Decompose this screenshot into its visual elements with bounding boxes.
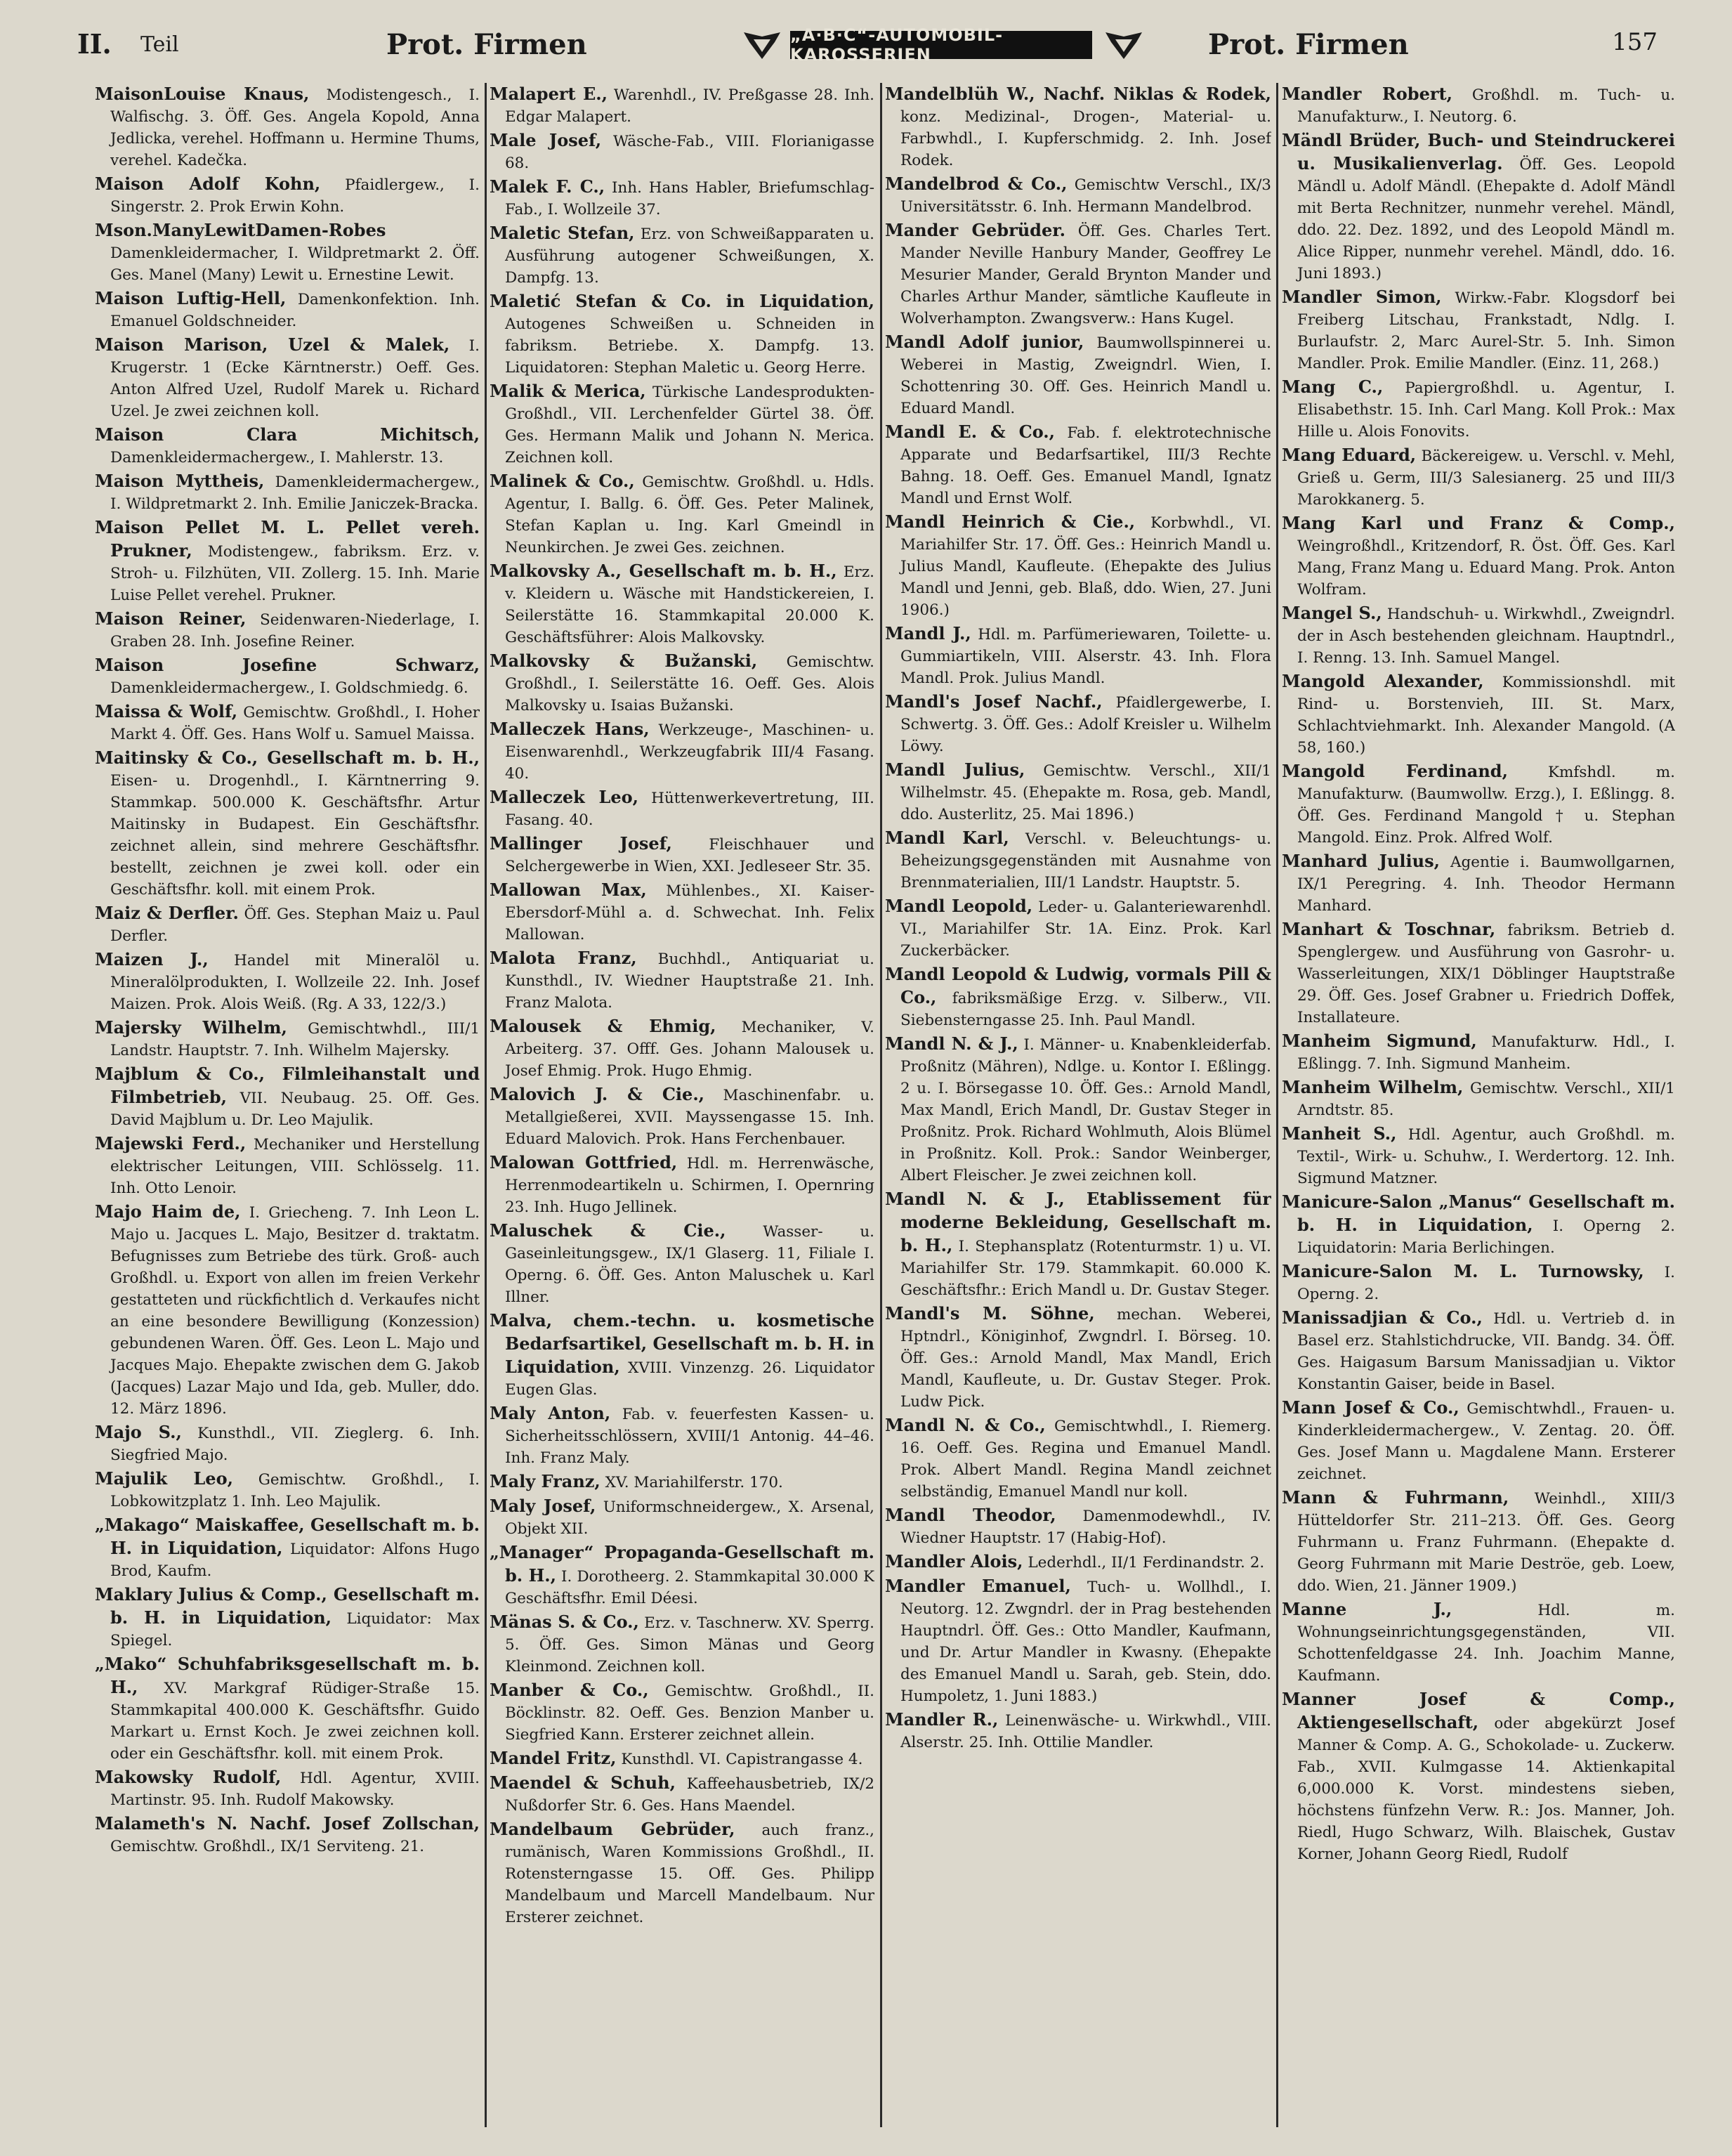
firm-details: Damenkleidermachergew., I. Mahlerstr. 13.: [110, 449, 444, 466]
firm-name: Malik & Merica,: [490, 381, 646, 401]
firm-details: Gemischtw. Großhdl., I. Lobkowitzplatz 1. Inh. Leo Majulik.: [110, 1471, 480, 1510]
firm-name: Maklary Julius & Comp., Gesellschaft m. b. H. in Liquidation,: [95, 1584, 480, 1628]
firm-name: Maly Josef,: [490, 1496, 596, 1516]
firm-details: Uniformschneidergew., X. Arsenal, Objekt XII.: [505, 1498, 874, 1538]
directory-entry: [95, 700, 480, 745]
directory-entry: [95, 219, 480, 286]
firm-details: Kaffeehausbetrieb, IX/2 Nußdorfer Str. 6. Ges. Hans Maendel.: [505, 1775, 874, 1815]
firm-details: mechan. Weberei, Hptndrl., Königinhof, Zwgndrl. I. Börseg. 10. Öff. Ges.: Arnold Mandl, Max Mandl, Erich Mandl, Kaufleute, u. Dr. Gustav Steger. Prok. Ludw Pick.: [900, 1306, 1271, 1411]
firm-details: I. Dorotheerg. 2. Stammkapital 30.000 K Geschäftsfhr. Emil Déesi.: [505, 1568, 874, 1607]
firm-name: Majewski Ferd.,: [95, 1133, 247, 1154]
directory-entry: [1282, 286, 1675, 374]
firm-name: Malovich J. & Cie.,: [490, 1084, 705, 1104]
firm-details: Autogenes Schweißen u. Schneiden in fabriksm. Betriebe. X. Dampfg. 13. Liquidatoren: Stephan Maletic u. Georg Herre.: [505, 315, 874, 377]
firm-details: I. Krugerstr. 1 (Ecke Kärntnerstr.) Oeff. Ges. Anton Alfred Uzel, Rudolf Marek u. Richard Uzel. Je zwei zeichnen koll.: [110, 337, 480, 420]
firm-name: Maizen J.,: [95, 949, 209, 969]
directory-entry: [885, 759, 1271, 825]
firm-name: „Mako“ Schuhfabriksgesellschaft m. b. H.,: [95, 1654, 480, 1697]
directory-entry: [885, 331, 1271, 419]
firm-name: Mandl N. & Co.,: [885, 1415, 1046, 1435]
directory-entry: [490, 1679, 874, 1746]
firm-details: Modistengew., fabriksm. Erz. v. Stroh- u. Filzhüten, VII. Zollerg. 15. Inh. Marie Luise Pellet verehel. Prukner.: [110, 543, 480, 604]
directory-entry: [885, 827, 1271, 894]
directory-entry: [1282, 1260, 1675, 1305]
firm-details: Mechaniker und Herstellung elektrischer Leitungen, VIII. Schlösselg. 11. Inh. Otto Lenoir.: [110, 1136, 480, 1197]
firm-details: Kmfshdl. m. Manufakturw. (Baumwollw. Erzg.), I. Eßlingg. 8. Öff. Ges. Ferdinand Mangold † u. Stephan Mangold. Einz. Prok. Alfred Wolf.: [1297, 764, 1675, 847]
directory-entry: [95, 1201, 480, 1420]
directory-entry: [490, 1495, 874, 1540]
firm-details: Damenkonfektion. Inh. Emanuel Goldschneider.: [110, 291, 480, 330]
directory-entry: [1282, 1598, 1675, 1687]
firm-details: Wäsche-Fab., VIII. Florianigasse 68.: [505, 133, 874, 172]
directory-entry: [490, 650, 874, 717]
directory-columns: [95, 83, 1675, 2127]
firm-name: Mang Karl und Franz & Comp.,: [1282, 513, 1675, 533]
directory-entry: [95, 654, 480, 699]
firm-name: Manne J.,: [1282, 1599, 1452, 1619]
directory-entry: [490, 1611, 874, 1678]
firm-details: I. Operng. 2.: [1297, 1264, 1675, 1303]
directory-entry: [490, 786, 874, 831]
firm-name: Mson.ManyLewitDamen-Robes: [95, 220, 386, 240]
firm-details: Gemischtwhdl., Frauen- u. Kinderkleidermachergew., V. Zentag. 20. Öff. Ges. Josef Mann u. Magdalene Mann. Ersterer zeichnet.: [1297, 1400, 1675, 1483]
firm-details: Kunsthdl. VI. Capistrangasse 4.: [621, 1751, 863, 1768]
directory-entry: [95, 83, 480, 171]
directory-entry: [885, 1033, 1271, 1187]
directory-entry: [490, 1220, 874, 1308]
directory-entry: [885, 691, 1271, 757]
directory-entry: [490, 560, 874, 648]
firm-name: Manicure-Salon „Manus“ Gesellschaft m. b. H. in Liquidation,: [1282, 1191, 1675, 1235]
firm-name: Mann & Fuhrmann,: [1282, 1487, 1509, 1508]
directory-entry: [1282, 1397, 1675, 1485]
directory-entry: [95, 1583, 480, 1652]
firm-details: Öff. Ges. Stephan Maiz u. Paul Derfler.: [110, 906, 480, 945]
firm-details: Korbwhdl., VI. Mariahilfer Str. 17. Öff. Ges.: Heinrich Mandl u. Julius Mandl, Kaufleute. (Ehepakte des Julius Mandl und Jenni, geb. Blaß, ddo. Wien, 27. Juni 1906.): [900, 514, 1271, 619]
column-2: [490, 83, 874, 2127]
section-title-left: Prot. Firmen: [386, 28, 587, 61]
firm-details: Hüttenwerkevertretung, III. Fasang. 40.: [505, 790, 874, 829]
firm-details: konz. Medizinal-, Drogen-, Material- u. Farbwhdl., I. Kupferschmidg. 2. Inh. Josef Rodek.: [900, 108, 1271, 169]
firm-details: Mechaniker, V. Arbeiterg. 37. Offf. Ges. Johann Malousek u. Josef Ehmig. Prok. Hugo Ehmig.: [505, 1019, 874, 1080]
firm-details: Fab. f. elektrotechnische Apparate und Bedarfsartikel, III/3 Rechte Bahng. 18. Oeff. Ges. Emanuel Mandl, Ignatz Mandl und Ernst Wolf.: [900, 424, 1271, 507]
firm-name: Malousek & Ehmig,: [490, 1016, 716, 1036]
directory-entry: [95, 1812, 480, 1857]
page-header: [77, 21, 1665, 70]
directory-entry: [490, 1309, 874, 1401]
section-title-right: Prot. Firmen: [1208, 28, 1409, 61]
firm-details: Kommissionshdl. mit Rind- u. Borstenvieh, III. St. Marx, Schlachtviehmarkt. Inh. Alexander Mangold. (A 58, 160.): [1297, 674, 1675, 757]
directory-entry: [490, 290, 874, 379]
firm-name: Mangold Ferdinand,: [1282, 761, 1508, 781]
directory-entry: [95, 1468, 480, 1513]
firm-details: I. Stephansplatz (Rotenturmstr. 1) u. VI. Mariahilfer Str. 179. Stammkapit. 60.000 K. Geschäftsfhr.: Erich Mandl u. Dr. Gustav Steger.: [900, 1238, 1271, 1299]
directory-entry: [490, 1151, 874, 1218]
firm-details: Agentie i. Baumwollgarnen, IX/1 Peregring. 4. Inh. Theodor Hermann Manhard.: [1297, 854, 1675, 915]
firm-name: Malowan Gottfried,: [490, 1152, 678, 1172]
directory-entry: [885, 1504, 1271, 1549]
firm-details: Gemischtw. Großhdl., IX/1 Serviteng. 21.: [110, 1838, 425, 1855]
directory-entry: [885, 421, 1271, 509]
firm-name: Mandel Fritz,: [490, 1748, 617, 1768]
firm-details: Hdl. m. Herrenwäsche, Herrenmodeartikeln u. Schirmen, I. Opernring 23. Inh. Hugo Jellinek.: [505, 1155, 874, 1216]
directory-entry: [1282, 1191, 1675, 1259]
firm-details: fabriksmäßige Erzg. v. Silberw., VII. Siebensterngasse 25. Inh. Paul Mandl.: [900, 990, 1271, 1029]
firm-name: Malek F. C.,: [490, 176, 605, 197]
firm-name: Mandl N. & J.,: [885, 1033, 1018, 1054]
firm-name: Mangel S.,: [1282, 603, 1382, 623]
firm-name: Mandl Heinrich & Cie.,: [885, 511, 1136, 532]
firm-details: Hdl. Agentur, auch Großhdl. m. Textil-, Wirk- u. Schuhw., I. Werdertorg. 12. Inh. Sigmund Matzner.: [1297, 1126, 1675, 1187]
firm-name: Maison Adolf Kohn,: [95, 174, 321, 194]
directory-entry: [885, 219, 1271, 329]
directory-entry: [490, 470, 874, 558]
firm-details: Gemischtwhdl., III/1 Landstr. Hauptstr. 7. Inh. Wilhelm Majersky.: [110, 1020, 480, 1059]
firm-details: Gemischtw. Verschl., XII/1 Wilhelmstr. 45. (Ehepakte m. Rosa, geb. Mandl, ddo. Austerlitz, 25. Mai 1896.): [900, 762, 1271, 823]
directory-entry: [490, 1402, 874, 1469]
directory-entry: [490, 1818, 874, 1928]
directory-entry: [490, 1015, 874, 1082]
firm-name: Mändl Brüder, Buch- und Steindruckerei u. Musikalienverlag.: [1282, 130, 1675, 174]
firm-name: Majblum & Co., Filmleihanstalt und Filmbetrieb,: [95, 1064, 480, 1107]
firm-name: Manissadjian & Co.,: [1282, 1307, 1483, 1328]
firm-name: Mandl E. & Co.,: [885, 422, 1055, 442]
firm-name: Maendel & Schuh,: [490, 1772, 676, 1793]
firm-details: Leinenwäsche- u. Wirkwhdl., VIII. Alserstr. 25. Inh. Ottilie Mandler.: [900, 1712, 1271, 1751]
firm-name: Malva, chem.-techn. u. kosmetische Bedarfsartikel, Gesellschaft m. b. H. in Liquidation,: [490, 1310, 874, 1377]
directory-entry: [490, 380, 874, 469]
directory-entry: [490, 1083, 874, 1150]
directory-entry: [1282, 1688, 1675, 1865]
directory-entry: [490, 718, 874, 785]
firm-details: I. Griecheng. 7. Inh Leon L. Majo u. Jacques L. Majo, Besitzer d. traktatm. Befugnisses zum Betriebe des türk. Groß- auch Großhdl. u. Export von allen im freien Verkehr gestatteten und rückfichtlich d. Verkaufes nicht an eine besondere Bewilligung (Konzession) gebundenen Waren. Öff. Ges. Leon L. Majo und Jacques Majo. Ehepakte zwischen dem G. Jakob (Jacques) Lazar Majo und Ida, geb. Muller, ddo. 12. März 1896.: [110, 1204, 480, 1418]
firm-details: oder abgekürzt Josef Manner & Comp. A. G., Schokolade- u. Zuckerw. Fab., XVII. Kulmgasse 14. Aktienkapital 6,000.000 K. Vorst. mindestens sieben, höchstens fünfzehn Verw. R.: Jos. Manner, Joh. Riedl, Hugo Schwarz, Wilh. Blaischek, Gustav Korner, Johann Georg Riedl, Rudolf: [1297, 1715, 1675, 1863]
firm-name: Mann Josef & Co.,: [1282, 1397, 1459, 1418]
firm-name: Mandl N. & J., Etablissement für moderne Bekleidung, Gesellschaft m. b. H.,: [885, 1189, 1271, 1255]
directory-entry: [490, 176, 874, 221]
firm-name: Mandl Karl,: [885, 828, 1009, 848]
firm-name: Malleczek Leo,: [490, 787, 638, 807]
firm-name: Makowsky Rudolf,: [95, 1767, 282, 1787]
firm-details: Damenmodewhdl., IV. Wiedner Hauptstr. 17 (Habig-Hof).: [900, 1508, 1271, 1547]
firm-name: Mandelbrod & Co.,: [885, 174, 1068, 194]
directory-entry: [1282, 83, 1675, 128]
firm-details: XVIII. Vinzenzg. 26. Liquidator Eugen Glas.: [505, 1359, 874, 1399]
firm-name: Majulik Leo,: [95, 1468, 233, 1489]
directory-entry: [885, 1575, 1271, 1707]
firm-details: Verschl. v. Beleuchtungs- u. Beheizungsgegenständen mit Ausnahme von Brennmaterialien, III/1 Landstr. Hauptstr. 5.: [900, 830, 1271, 891]
firm-name: Maly Franz,: [490, 1471, 601, 1491]
directory-entry: [490, 1747, 874, 1770]
column-3: [885, 83, 1271, 2127]
directory-entry: [1282, 670, 1675, 759]
firm-details: Öff. Ges. Leopold Mändl u. Adolf Mändl. (Ehepakte d. Adolf Mändl mit Berta Rechnitzer, nunmehr verehel. Mändl, ddo. 22. Dez. 1892, und des Leopold Mändl m. Alice Ripper, nunmehr verehel. Mändl, ddo. 16. Juni 1893.): [1297, 156, 1675, 282]
firm-name: Mander Gebrüder.: [885, 220, 1066, 240]
firm-details: I. Männer- u. Knabenkleiderfab. Proßnitz (Mähren), Ndlge. u. Kontor I. Eßlingg. 2 u. I. Börsegasse 10. Öff. Ges.: Arnold Mandl, Max Mandl, Erich Mandl, Dr. Gustav Steger in Proßnitz. Prok. Richard Wohlmuth, Alois Blümel in Proßnitz. Koll. Prok.: Sandor Weinberger, Albert Fleischer. Je zwei zeichnen koll.: [900, 1036, 1271, 1184]
firm-details: fabriksm. Betrieb d. Spenglergew. und Ausführung von Gasrohr- u. Wasserleitungen, XIX/1 Döblinger Hauptstraße 29. Öff. Ges. Josef Grabner u. Friedrich Doffek, Installateure.: [1297, 922, 1675, 1026]
firm-details: Erz. v. Kleidern u. Wäsche mit Handstickereien, I. Seilerstätte 16. Stammkapital 20.000 K. Geschäftsführer: Alois Malkovsky.: [505, 563, 874, 646]
column-1: [95, 83, 480, 2127]
directory-entry: [95, 1132, 480, 1199]
firm-name: Mänas S. & Co.,: [490, 1612, 639, 1632]
firm-details: Erz. v. Taschnerw. XV. Sperrg. 5. Öff. Ges. Simon Mänas und Georg Kleinmond. Zeichnen koll.: [505, 1614, 874, 1675]
directory-entry: [95, 1653, 480, 1765]
firm-name: Malapert E.,: [490, 84, 608, 104]
firm-name: Manner Josef & Comp., Aktiengesellschaft,: [1282, 1689, 1675, 1732]
firm-name: Malkovsky & Bužanski,: [490, 651, 758, 671]
firm-details: Lederhdl., II/1 Ferdinandstr. 2.: [1028, 1554, 1265, 1572]
firm-details: Gemischtw Verschl., IX/3 Universitätsstr. 6. Inh. Hermann Mandelbrod.: [900, 176, 1271, 216]
directory-entry: [1282, 1487, 1675, 1597]
firm-details: Leder- u. Galanteriewarenhdl. VI., Mariahilfer Str. 1A. Einz. Prok. Karl Zuckerbäcker.: [900, 899, 1271, 960]
directory-entry: [1282, 1076, 1675, 1121]
firm-details: Öff. Ges. Charles Tert. Mander Neville Hanbury Mander, Geoffrey Le Mesurier Mander, Gerald Brynton Mander und Charles Arthur Mander, sämtliche Kaufleute in Wolverhampton. Zwangsverw.: Hans Kugel.: [900, 223, 1271, 327]
firm-details: Maschinenfabr. u. Metallgießerei, XVII. Mayssengasse 15. Inh. Eduard Malovich. Prok. Hans Ferchenbauer.: [505, 1087, 874, 1148]
firm-name: Male Josef,: [490, 130, 602, 150]
directory-entry: [490, 1541, 874, 1609]
directory-entry: [490, 947, 874, 1014]
firm-name: Maitinsky & Co., Gesellschaft m. b. H.,: [95, 747, 480, 768]
directory-entry: [490, 83, 874, 128]
directory-entry: [885, 1709, 1271, 1753]
firm-name: Mandler Emanuel,: [885, 1576, 1071, 1596]
firm-name: Majersky Wilhelm,: [95, 1017, 287, 1038]
firm-details: Türkische Landesprodukten-Großhdl., VII. Lerchenfelder Gürtel 38. Öff. Ges. Hermann Malik und Johann N. Merica. Zeichnen koll.: [505, 384, 874, 466]
directory-entry: [95, 1063, 480, 1131]
firm-details: Baumwollspinnerei u. Weberei in Mastig, Zweigndrl. Wien, I. Schottenring 30. Off. Ges. Heinrich Mandl u. Eduard Mandl.: [900, 334, 1271, 417]
column-4: [1282, 83, 1675, 2127]
directory-entry: [1282, 918, 1675, 1028]
firm-details: Liquidator: Max Spiegel.: [110, 1610, 480, 1649]
directory-entry: [95, 516, 480, 606]
firm-name: Malameth's N. Nachf. Josef Zollschan,: [95, 1813, 480, 1834]
firm-name: Majo S.,: [95, 1422, 182, 1442]
directory-entry: [490, 879, 874, 946]
firm-name: Mang C.,: [1282, 377, 1384, 397]
directory-entry: [95, 1766, 480, 1811]
directory-entry: [490, 832, 874, 877]
firm-name: Mandler R.,: [885, 1709, 999, 1730]
directory-entry: [1282, 444, 1675, 511]
directory-entry: [1282, 129, 1675, 285]
firm-details: I. Operng 2. Liquidatorin: Maria Berlichingen.: [1297, 1217, 1675, 1257]
directory-entry: [885, 895, 1271, 962]
firm-details: Damenkleidermachergew., I. Goldschmiedg. 6.: [110, 679, 468, 697]
firm-details: Damenkleidermachergew., I. Wildpretmarkt 2. Inh. Emilie Janiczek-Bracka.: [110, 473, 480, 513]
firm-details: Gemischtwhdl., I. Riemerg. 16. Oeff. Ges. Regina und Emanuel Mandl. Prok. Albert Mandl. Regina Mandl zeichnet selbständig, Emanuel Mandl nur koll.: [900, 1418, 1271, 1501]
firm-name: Maison Marison, Uzel & Malek,: [95, 334, 450, 355]
directory-entry: [885, 1414, 1271, 1503]
firm-name: Mangold Alexander,: [1282, 671, 1484, 691]
firm-name: „Manager“ Propaganda-Gesellschaft m. b. H.,: [490, 1542, 874, 1586]
firm-details: Bäckereigew. u. Verschl. v. Mehl, Grieß u. Germ, III/3 Salesianerg. 25 und III/3 Marokkanerg. 5.: [1297, 447, 1675, 509]
firm-details: Manufakturw. Hdl., I. Eßlingg. 7. Inh. Sigmund Manheim.: [1297, 1033, 1675, 1073]
firm-name: Manheit S.,: [1282, 1123, 1397, 1144]
firm-details: Modistengesch., I. Walfischg. 3. Öff. Ges. Angela Kopold, Anna Jedlicka, verehel. Hoffmann u. Hermine Thums, verehel. Kadečka.: [110, 86, 480, 169]
directory-entry: [95, 608, 480, 653]
firm-name: Malleczek Hans,: [490, 719, 650, 739]
directory-entry: [490, 1470, 874, 1494]
directory-entry: [1282, 512, 1675, 601]
page-number: 157: [1612, 28, 1658, 56]
banner-text: „A·B·C“-AUTOMOBIL-KAROSSERIEN: [790, 31, 1092, 59]
firm-name: Manhart & Toschnar,: [1282, 919, 1496, 939]
firm-name: Mandler Simon,: [1282, 287, 1442, 307]
firm-details: Liquidator: Alfons Hugo Brod, Kaufm.: [110, 1541, 480, 1580]
firm-details: Weinhdl., XIII/3 Hütteldorfer Str. 211–213. Öff. Ges. Georg Fuhrmann u. Franz Fuhrmann. (Ehepakte d. Georg Fuhrmann mit Marie Deströe, geb. Loew, ddo. Wien, 21. Jänner 1909.): [1297, 1490, 1675, 1595]
directory-entry: [885, 1550, 1271, 1574]
firm-details: Hdl. m. Parfümeriewaren, Toilette- u. Gummiartikeln, VIII. Alserstr. 43. Inh. Flora Mandl. Prok. Julius Mandl.: [900, 626, 1271, 687]
firm-details: Warenhdl., IV. Preßgasse 28. Inh. Edgar Malapert.: [505, 86, 874, 126]
directory-entry: [95, 287, 480, 332]
firm-details: Wirkw.-Fabr. Klogsdorf bei Freiberg Litschau, Frankstadt, Ndlg. I. Burlaufstr. 2, Marc Aurel-Str. 5. Inh. Simon Mandler. Prok. Emilie Mandler. (Einz. 11, 268.): [1297, 289, 1675, 372]
firm-details: Hdl. m. Wohnungseinrichtungsgegenständen, VII. Schottenfeldgasse 24. Inh. Joachim Manne, Kaufmann.: [1297, 1602, 1675, 1685]
firm-name: Maison Myttheis,: [95, 471, 265, 491]
directory-entry: [1282, 1307, 1675, 1395]
directory-entry: [885, 963, 1271, 1031]
firm-details: Damenkleidermacher, I. Wildpretmarkt 2. Öff. Ges. Manel (Many) Lewit u. Ernestine Lewit.: [110, 244, 480, 284]
directory-entry: [95, 948, 480, 1015]
directory-entry: [885, 1188, 1271, 1301]
directory-entry: [490, 129, 874, 174]
directory-entry: [95, 470, 480, 515]
firm-details: Weingroßhdl., Kritzendorf, R. Öst. Öff. Ges. Karl Mang, Franz Mang u. Eduard Mang. Prok. Anton Wolfram.: [1297, 537, 1675, 599]
directory-entry: [490, 222, 874, 289]
firm-details: Werkzeuge-, Maschinen- u. Eisenwarenhdl., Werkzeugfabrik III/4 Fasang. 40.: [505, 721, 874, 783]
firm-name: Manheim Wilhelm,: [1282, 1077, 1464, 1097]
firm-name: Manicure-Salon M. L. Turnowsky,: [1282, 1261, 1644, 1281]
directory-entry: [1282, 760, 1675, 849]
firm-details: Tuch- u. Wollhdl., I. Neutorg. 12. Zwgndrl. der in Prag bestehenden Hauptndrl. Öff. Ges.: Otto Mandler, Kaufmann, und Dr. Artur Mandler in Kwasny. (Ehepakte des Emanuel Mandl u. Sarah, geb. Stein, ddo. Humpoletz, 1. Juni 1883.): [900, 1579, 1271, 1705]
directory-entry: [490, 1772, 874, 1817]
directory-entry: [885, 511, 1271, 621]
firm-details: Hdl. u. Vertrieb d. in Basel erz. Stahlstichdrucke, VII. Bandg. 34. Öff. Ges. Haigasum Barsum Manissadjian u. Viktor Konstantin Gaiser, beide in Basel.: [1297, 1310, 1675, 1393]
directory-entry: [95, 334, 480, 422]
firm-name: Maletić Stefan & Co. in Liquidation,: [490, 291, 874, 311]
directory-entry: [95, 1514, 480, 1582]
firm-details: Hdl. Agentur, XVIII. Martinstr. 95. Inh. Rudolf Makowsky.: [110, 1770, 480, 1809]
firm-name: „Makago“ Maiskaffee, Gesellschaft m. b. H. in Liquidation,: [95, 1515, 480, 1558]
firm-details: Gemischtw. Großhdl., I. Hoher Markt 4. Öff. Ges. Hans Wolf u. Samuel Maissa.: [110, 704, 480, 743]
part-word: Teil: [140, 32, 179, 57]
firm-details: Fleischhauer und Selchergewerbe in Wien, XXI. Jedleseer Str. 35.: [505, 836, 874, 875]
firm-details: Handel mit Mineralöl u. Mineralölprodukten, I. Wollzeile 22. Inh. Josef Maizen. Prok. Alois Weiß. (Rg. A 33, 122/3.): [110, 952, 480, 1013]
firm-details: Wasser- u. Gaseinleitungsgew., IX/1 Glaserg. 11, Filiale I. Operng. 6. Öff. Ges. Anton Maluschek u. Karl Illner.: [505, 1223, 874, 1306]
firm-details: VII. Neubaug. 25. Off. Ges. David Majblum u. Dr. Leo Majulik.: [110, 1090, 480, 1129]
firm-name: Mandelblüh W., Nachf. Niklas & Rodek,: [885, 84, 1271, 104]
firm-name: Mandl Julius,: [885, 759, 1025, 780]
firm-details: Gemischtw. Verschl., XII/1 Arndtstr. 85.: [1297, 1080, 1675, 1119]
directory-entry: [885, 173, 1271, 218]
directory-entry: [1282, 602, 1675, 669]
firm-details: Handschuh- u. Wirkwhdl., Zweigndrl. der in Asch bestehenden gleichnam. Hauptndrl., I. Renng. 13. Inh. Samuel Mangel.: [1297, 606, 1675, 667]
firm-name: Manhard Julius,: [1282, 851, 1440, 871]
firm-name: Maiz & Derfler.: [95, 903, 239, 923]
firm-details: Pfaidlergew., I. Singerstr. 2. Prok Erwin Kohn.: [110, 176, 480, 216]
directory-entry: [95, 902, 480, 947]
firm-details: Buchhdl., Antiquariat u. Kunsthdl., IV. Wiedner Hauptstraße 21. Inh. Franz Malota.: [505, 950, 874, 1012]
directory-entry: [1282, 1123, 1675, 1189]
firm-details: Gemischtw. Großhdl. u. Hdls. Agentur, I. Ballg. 6. Öff. Ges. Peter Malinek, Stefan Kaplan u. Ing. Karl Gmeindl in Neunkirchen. Je zwei Ges. zeichnen.: [505, 473, 874, 556]
firm-details: Papiergroßhdl. u. Agentur, I. Elisabethstr. 15. Inh. Carl Mang. Koll Prok.: Max Hille u. Alois Fonovits.: [1297, 379, 1675, 440]
firm-name: Mandl's Josef Nachf.,: [885, 691, 1103, 712]
firm-name: Mallowan Max,: [490, 880, 647, 900]
firm-name: Manber & Co.,: [490, 1680, 649, 1700]
firm-name: Mandl Adolf junior,: [885, 332, 1084, 352]
firm-details: Gemischtw. Großhdl., I. Seilerstätte 16. Oeff. Ges. Alois Malkovsky u. Isaias Bužanski.: [505, 653, 874, 714]
firm-name: Mandl Leopold,: [885, 896, 1033, 916]
firm-name: Maison Clara Michitsch,: [95, 424, 480, 445]
firm-name: Maluschek & Cie.,: [490, 1220, 726, 1241]
firm-name: Maly Anton,: [490, 1403, 611, 1423]
firm-name: MaisonLouise Knaus,: [95, 84, 310, 104]
firm-name: Majo Haim de,: [95, 1201, 241, 1222]
firm-name: Maison Josefine Schwarz,: [95, 655, 480, 675]
firm-name: Mandler Robert,: [1282, 84, 1452, 104]
firm-name: Manheim Sigmund,: [1282, 1031, 1477, 1051]
firm-name: Mandl Theodor,: [885, 1505, 1056, 1525]
firm-name: Maletic Stefan,: [490, 223, 635, 243]
firm-details: auch franz., rumänisch, Waren Kommissions Großhdl., II. Rotensterngasse 15. Off. Ges. Philipp Mandelbaum und Marcell Mandelbaum. Nur Ersterer zeichnet.: [505, 1822, 874, 1926]
firm-name: Malkovsky A., Gesellschaft m. b. H.,: [490, 561, 837, 581]
firm-name: Mandler Alois,: [885, 1551, 1023, 1572]
firm-name: Mandl's M. Söhne,: [885, 1303, 1095, 1324]
firm-name: Mandl J.,: [885, 623, 971, 643]
firm-details: Eisen- u. Drogenhdl., I. Kärntnerring 9. Stammkap. 500.000 K. Geschäftsfhr. Artur Maitinsky in Budapest. Ein Geschäftsfhr. zeichnet allein, sind mehrere Geschäftsfhr. bestellt, zeichnen je zwei koll. oder ein Geschäftsfhr. koll. mit einem Prok.: [110, 772, 480, 899]
firm-name: Malinek & Co.,: [490, 471, 635, 491]
winged-emblem-icon: [1103, 27, 1145, 63]
firm-details: Erz. von Schweißapparaten u. Ausführung autogener Schweißungen, X. Dampfg. 13.: [505, 226, 874, 287]
firm-name: Mang Eduard,: [1282, 445, 1417, 465]
firm-name: Mallinger Josef,: [490, 833, 672, 854]
firm-details: Mühlenbes., XI. Kaiser-Ebersdorf-Mühl a. d. Schwechat. Inh. Felix Mallowan.: [505, 882, 874, 943]
directory-entry: [95, 1421, 480, 1466]
directory-entry: [1282, 850, 1675, 917]
firm-name: Maison Reiner,: [95, 608, 247, 629]
winged-emblem-icon: [741, 27, 783, 63]
firm-details: Pfaidlergewerbe, I. Schwertg. 3. Öff. Ges.: Adolf Kreisler u. Wilhelm Löwy.: [900, 694, 1271, 755]
directory-entry: [95, 1017, 480, 1061]
firm-name: Mandelbaum Gebrüder,: [490, 1819, 735, 1839]
firm-details: Seidenwaren-Niederlage, I. Graben 28. Inh. Josefine Reiner.: [110, 611, 480, 651]
directory-entry: [885, 83, 1271, 171]
directory-entry: [95, 173, 480, 218]
directory-entry: [95, 424, 480, 469]
firm-details: Inh. Hans Habler, Briefumschlag-Fab., I. Wollzeile 37.: [505, 179, 874, 218]
firm-name: Malota Franz,: [490, 948, 637, 968]
firm-details: XV. Markgraf Rüdiger-Straße 15. Stammkapital 400.000 K. Geschäftsfhr. Guido Markart u. Ernst Koch. Je zwei zeichnen koll. oder ein Geschäftsfhr. koll. mit einem Prok.: [110, 1680, 480, 1763]
firm-name: Maison Pellet M. L. Pellet vereh. Prukner,: [95, 517, 480, 561]
firm-name: Maison Luftig-Hell,: [95, 288, 287, 308]
directory-entry: [885, 1302, 1271, 1413]
firm-details: Gemischtw. Großhdl., II. Böcklinstr. 82. Oeff. Ges. Benzion Manber u. Siegfried Kann. Ersterer zeichnet allein.: [505, 1683, 874, 1744]
directory-entry: [885, 622, 1271, 689]
directory-entry: [1282, 376, 1675, 443]
firm-name: Mandl Leopold & Ludwig, vormals Pill & Co.,: [885, 964, 1271, 1007]
firm-name: Maissa & Wolf,: [95, 701, 238, 721]
directory-entry: [1282, 1030, 1675, 1075]
firm-details: Kunsthdl., VII. Zieglerg. 6. Inh. Siegfried Majo.: [110, 1425, 480, 1464]
firm-details: Fab. v. feuerfesten Kassen- u. Sicherheitsschlössern, XVIII/1 Antonig. 44–46. Inh. Franz Maly.: [505, 1406, 874, 1467]
banner: [741, 27, 1145, 67]
directory-entry: [95, 747, 480, 901]
part-label: II.: [77, 28, 112, 60]
firm-details: XV. Mariahilferstr. 170.: [605, 1474, 783, 1491]
firm-details: Großhdl. m. Tuch- u. Manufakturw., I. Neutorg. 6.: [1297, 86, 1675, 126]
